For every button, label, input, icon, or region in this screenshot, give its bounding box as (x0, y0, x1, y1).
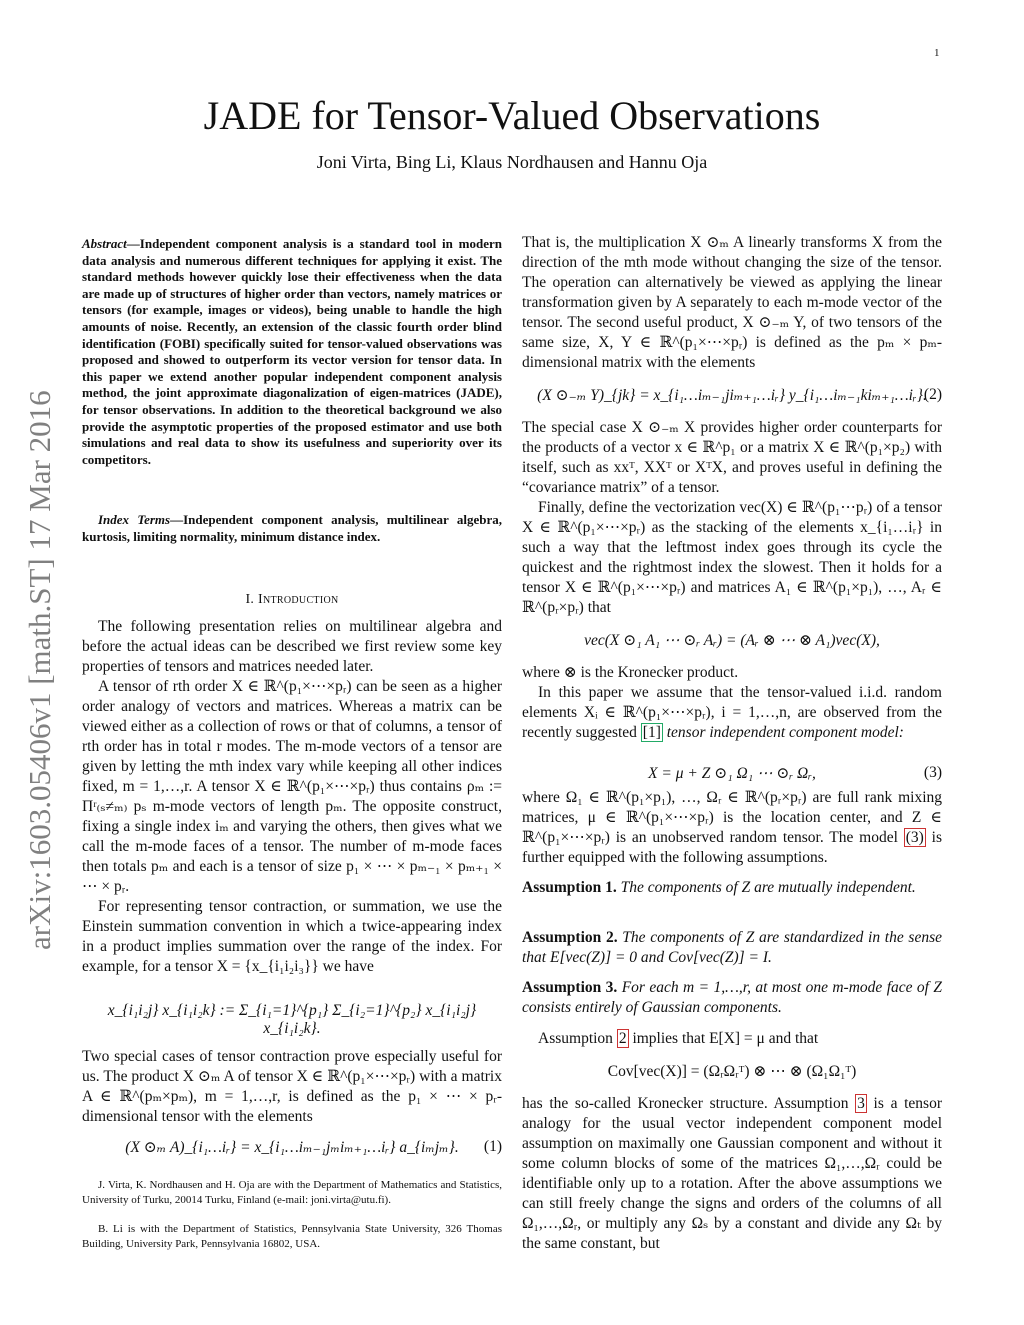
text: is further equipped with the following assumptions. (522, 829, 942, 866)
equation-cov: Cov[vec(X)] = (ΩᵣΩᵣᵀ) ⊗ ⋯ ⊗ (Ω₁Ω₁ᵀ) (607, 1063, 857, 1080)
equation-vec: vec(X ⊙₁ A₁ ⋯ ⊙ᵣ Aᵣ) = (Aᵣ ⊗ ⋯ ⊗ A₁)vec(X), (584, 632, 880, 649)
text: In this paper we assume that the tensor-valued i.i.d. random elements Xᵢ ∈ ℝ^(p₁×⋯×pᵣ), i = 1,…,n, are observed from the recently suggested (522, 684, 942, 741)
paragraph: Two special cases of tensor contraction prove especially useful for us. The product X ⊙ₘ A of tensor X ∈ ℝ^(p₁×⋯×pᵣ) with a matrix A ∈ ℝ^(pₘ×pₘ), m = 1,…,r, is defined as the p₁ × ⋯ × pᵣ-dimensional tensor with the elements (82, 1048, 502, 1125)
arxiv-identifier: arXiv:1603.05406v1 [math.ST] 17 Mar 2016 (22, 390, 57, 950)
equation-body: X = μ + Z ⊙₁ Ω₁ ⋯ ⊙ᵣ Ωᵣ, (648, 765, 816, 782)
assumption-label: Assumption 2. (522, 929, 618, 946)
assumption-1 (522, 878, 942, 898)
citation-link[interactable]: [1] (642, 724, 661, 741)
index-terms-text: —Independent component analysis, multilinear algebra, kurtosis, limiting normality, minimum distance index. (82, 512, 502, 544)
paragraph: For representing tensor contraction, or summation, we use the Einstein summation convention in which a twice-appearing index in a product implies summation over the range of the index. For example, for a tensor X = {x_{i₁i₂i₃}} we have (82, 898, 502, 975)
equation-summation: x_{i₁i₂j} x_{i₁i₂k} := Σ_{i₁=1}^{p₁} Σ_{i₂=1}^{p₂} x_{i₁i₂j} x_{i₁i₂k}. (107, 1002, 477, 1037)
page-number: 1 (934, 47, 940, 59)
assumption-label: Assumption 3. (522, 979, 618, 996)
paragraph: Finally, define the vectorization vec(X) ∈ ℝ^(p₁⋯pᵣ) of a tensor X ∈ ℝ^(p₁×⋯×pᵣ) as the stacking of the elements x_{i₁…iᵣ} in such a way that the leftmost index goes through its cycle the quickest and the rightmost index the slowest. Then it holds for a tensor X ∈ ℝ^(p₁×⋯×pᵣ) and matrices A₁ ∈ ℝ^(p₁×p₁), …, Aᵣ ∈ ℝ^(pᵣ×pᵣ) that (522, 499, 942, 616)
paragraph (522, 683, 942, 743)
paragraph: That is, the multiplication X ⊙ₘ A linearly transforms X from the direction of the mth mode without changing the size of the tensor. The operation can alternatively be viewed as applying the linear transformation given by A separately to each m-mode vector of the tensor. The second useful product, X ⊙₋ₘ Y, of two tensors of the same size, X, Y ∈ ℝ^(p₁×⋯×pᵣ) is defined as the pₘ × pₘ-dimensional matrix with the elements (522, 234, 942, 371)
paragraph: The special case X ⊙₋ₘ X provides higher order counterparts for the products of a vector x ∈ ℝ^p₁ or a matrix X ∈ ℝ^(p₁×p₂) with itself, such as xxᵀ, XXᵀ or XᵀX, and proves useful in defining the “covariance matrix” of a tensor. (522, 419, 942, 496)
paragraph (522, 788, 942, 868)
assumption-link[interactable]: 3 (857, 1095, 865, 1112)
footnote: J. Virta, K. Nordhausen and H. Oja are with the Department of Mathematics and Statistics, University of Turku, 20014 Turku, Finland (e-mail: joni.virta@utu.fi). (82, 1179, 502, 1206)
paragraph: The following presentation relies on multilinear algebra and before the actual ideas can be described we first review some key properties of tensors and matrices needed later. (82, 618, 502, 675)
text: Assumption (538, 1030, 617, 1047)
abstract-label: Abstract (82, 236, 127, 251)
assumption-3 (522, 978, 942, 1018)
assumption-link[interactable]: 2 (618, 1030, 627, 1047)
abstract (82, 236, 502, 468)
equation-1 (82, 1138, 502, 1157)
equation-2 (522, 386, 942, 405)
paragraph (522, 1094, 942, 1254)
assumption-text: For each m = 1,…,r, at most one m-mode face of Z consists entirely of Gaussian components. (522, 979, 943, 1016)
authors: Joni Virta, Bing Li, Klaus Nordhausen and Hannu Oja (316, 152, 708, 172)
text: tensor independent component model: (662, 724, 904, 741)
assumption-label: Assumption 1. (522, 879, 617, 896)
equation-3 (522, 764, 942, 783)
text: implies that E[X] = μ and that (628, 1030, 819, 1047)
text: where Ω₁ ∈ ℝ^(p₁×p₁), …, Ωᵣ ∈ ℝ^(pᵣ×pᵣ) are full rank mixing matrices, μ ∈ ℝ^(p₁×⋯×pᵣ) is the location center, and Z ∈ ℝ^(p₁×⋯×pᵣ) is an unobserved random tensor. The model (522, 789, 942, 846)
paragraph: where ⊗ is the Kronecker product. (522, 664, 739, 681)
equation-body: (X ⊙₋ₘ Y)_{jk} = x_{i₁…iₘ₋₁jiₘ₊₁…iᵣ} y_{i₁…iₘ₋₁kiₘ₊₁…iᵣ}. (537, 387, 927, 404)
assumption-text: The components of Z are mutually independent. (620, 879, 916, 896)
paragraph (522, 1029, 942, 1049)
equation-number: (2) (923, 386, 942, 403)
text: is a tensor analogy for the usual vector independent component model assumption on maximally one Gaussian component and without it some column blocks of some of the matrices Ω₁,…,Ωᵣ could be identifiable only up to a rotation. After the above assumptions we can still freely change the signs and orders of the columns of all Ω₁,…,Ωᵣ, or multiply any Ωₛ by a constant and divide any Ωₜ by the same constant, but (522, 1095, 942, 1252)
equation-number: (3) (923, 764, 942, 781)
assumption-2 (522, 928, 942, 968)
section-heading: I. Introduction (245, 592, 339, 607)
equation-link[interactable]: (3) (905, 829, 924, 846)
equation-body: (X ⊙ₘ A)_{i₁…iᵣ} = x_{i₁…iₘ₋₁jₘiₘ₊₁…iᵣ} a_{iₘjₘ}. (125, 1139, 459, 1156)
text: has the so-called Kronecker structure. Assumption (522, 1095, 856, 1112)
assumption-text: The components of Z are standardized in the sense that E[vec(Z)] = 0 and Cov[vec(Z)] = I. (522, 929, 943, 966)
footnote: B. Li is with the Department of Statistics, Pennsylvania State University, 326 Thomas Building, University Park, Pennsylvania 16802, USA. (82, 1223, 502, 1250)
index-terms-label: Index Terms (98, 512, 171, 527)
paper-title: JADE for Tensor-Valued Observations (203, 93, 821, 138)
index-terms (82, 512, 502, 545)
abstract-text: —Independent component analysis is a standard tool in modern data analysis and numerous different techniques for applying it exist. The standard methods however quickly lose their effectiveness when the data are made up of structures of higher order than vectors, namely matrices or tensors (for example, images or videos), being unable to handle the high amounts of noise. Recently, an extension of the classic fourth order blind identification (FOBI) specifically suited for tensor-valued observations was proposed and showed to outperform its vector version for tensor data. In this paper we extend another popular independent component analysis method, the joint approximate diagonalization of eigen-matrices (JADE), for tensor observations. In addition to the theoretical background we also provide the asymptotic properties of the proposed estimator and use both simulations and real data to show its usefulness and superiority over its competitors. (82, 236, 502, 467)
paragraph: A tensor of rth order X ∈ ℝ^(p₁×⋯×pᵣ) can be seen as a higher order analogy of vectors and matrices. Whereas a matrix can be viewed either as a collection of rows or that of columns, a tensor of rth order has in total r modes. The m-mode vectors of a tensor are given by letting the mth index vary while keeping all other indices fixed, m = 1,…,r. A tensor X ∈ ℝ^(p₁×⋯×pᵣ) thus contains ρₘ := Πʳ₍ₛ≠ₘ₎ pₛ m-mode vectors of length pₘ. The opposite construct, fixing a single index iₘ and varying the others, then gives what we call the m-mode faces of a tensor. The number of m-mode faces then totals pₘ and each is a tensor of size p₁ × ⋯ × pₘ₋₁ × pₘ₊₁ × ⋯ × pᵣ. (82, 678, 502, 895)
equation-number: (1) (483, 1138, 502, 1155)
